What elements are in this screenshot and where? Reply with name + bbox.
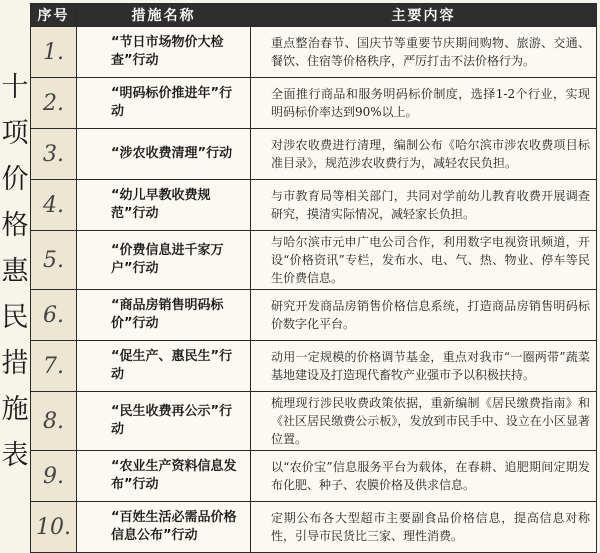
measure-name: “节日市场物价大检查”行动 <box>77 27 251 78</box>
measure-content: 动用一定规模的价格调节基金，重点对我市“一圈两带”蔬菜基地建设及打造现代畜牧产业强市予以积极扶持。 <box>251 341 597 392</box>
row-number: 7. <box>31 341 77 392</box>
measures-table <box>30 3 597 553</box>
measure-name: “促生产、惠民生”行动 <box>77 341 251 392</box>
table-row <box>31 180 597 231</box>
measure-name: “农业生产资料信息发布”行动 <box>77 451 251 502</box>
row-number: 3. <box>31 129 77 180</box>
row-number: 8. <box>31 392 77 451</box>
row-number: 6. <box>31 290 77 341</box>
measure-content: 全面推行商品和服务明码标价制度，选择1-2个行业，实现明码标价率达到90%以上。 <box>251 78 597 129</box>
table-row <box>31 451 597 502</box>
title-char: 项 <box>1 117 29 149</box>
table-title <box>0 0 30 543</box>
row-number: 1. <box>31 27 77 78</box>
measure-content: 定期公布各大型超市主要副食品价格信息，提高信息对称性，引导市民货比三家、理性消费。 <box>251 502 597 553</box>
measure-name: “幼儿早教收费规范”行动 <box>77 180 251 231</box>
title-char: 惠 <box>1 255 29 287</box>
measure-name: “涉农收费清理”行动 <box>77 129 251 180</box>
row-number: 4. <box>31 180 77 231</box>
title-char: 十 <box>1 71 29 103</box>
measure-content: 以“农价宝”信息服务平台为载体，在春耕、追肥期间定期发布化肥、种子、农膜价格及供求信息。 <box>251 451 597 502</box>
measure-name: “价费信息进千家万户”行动 <box>77 231 251 290</box>
table-row <box>31 27 597 78</box>
header-name: 措施名称 <box>77 4 251 27</box>
title-char: 价 <box>1 163 29 195</box>
header-number: 序号 <box>31 4 77 27</box>
measure-content: 与市教育局等相关部门，共同对学前幼儿教育收费开展调查研究，摸清实际情况，减轻家长负担。 <box>251 180 597 231</box>
table-row <box>31 502 597 553</box>
measure-name: “民生收费再公示”行动 <box>77 392 251 451</box>
table-row <box>31 231 597 290</box>
measure-content: 梳理现行涉民收费政策依据，重新编制《居民缴费指南》和《社区居民缴费公示板》，发放到市民手中、设立在小区显著位置。 <box>251 392 597 451</box>
measure-content: 研究开发商品房销售价格信息系统，打造商品房销售明码标价数字化平台。 <box>251 290 597 341</box>
measure-content: 与哈尔滨市元申广电公司合作，利用数字电视资讯频道，开设“价格资讯”专栏，发布水、电、气、热、物业、停车等民生价费信息。 <box>251 231 597 290</box>
measure-content: 重点整治春节、国庆节等重要节庆期间购物、旅游、交通、餐饮、住宿等价格秩序，严厉打击不法价格行为。 <box>251 27 597 78</box>
table-header-row <box>31 4 597 27</box>
row-number: 9. <box>31 451 77 502</box>
title-char: 施 <box>1 393 29 425</box>
row-number: 2. <box>31 78 77 129</box>
table-row <box>31 341 597 392</box>
row-number: 10. <box>31 502 77 553</box>
table-row <box>31 392 597 451</box>
table-row <box>31 129 597 180</box>
title-char: 格 <box>1 209 29 241</box>
table-row <box>31 78 597 129</box>
title-char: 表 <box>1 439 29 471</box>
row-number: 5. <box>31 231 77 290</box>
header-content: 主要内容 <box>251 4 597 27</box>
table-row <box>31 290 597 341</box>
measure-name: “商品房销售明码标价”行动 <box>77 290 251 341</box>
measure-name: “明码标价推进年”行动 <box>77 78 251 129</box>
title-char: 民 <box>1 301 29 333</box>
measure-name: “百姓生活必需品价格信息公布”行动 <box>77 502 251 553</box>
title-char: 措 <box>1 347 29 379</box>
measure-content: 对涉农收费进行清理，编制公布《哈尔滨市涉农收费项目标准目录》，规范涉农收费行为，减轻农民负担。 <box>251 129 597 180</box>
